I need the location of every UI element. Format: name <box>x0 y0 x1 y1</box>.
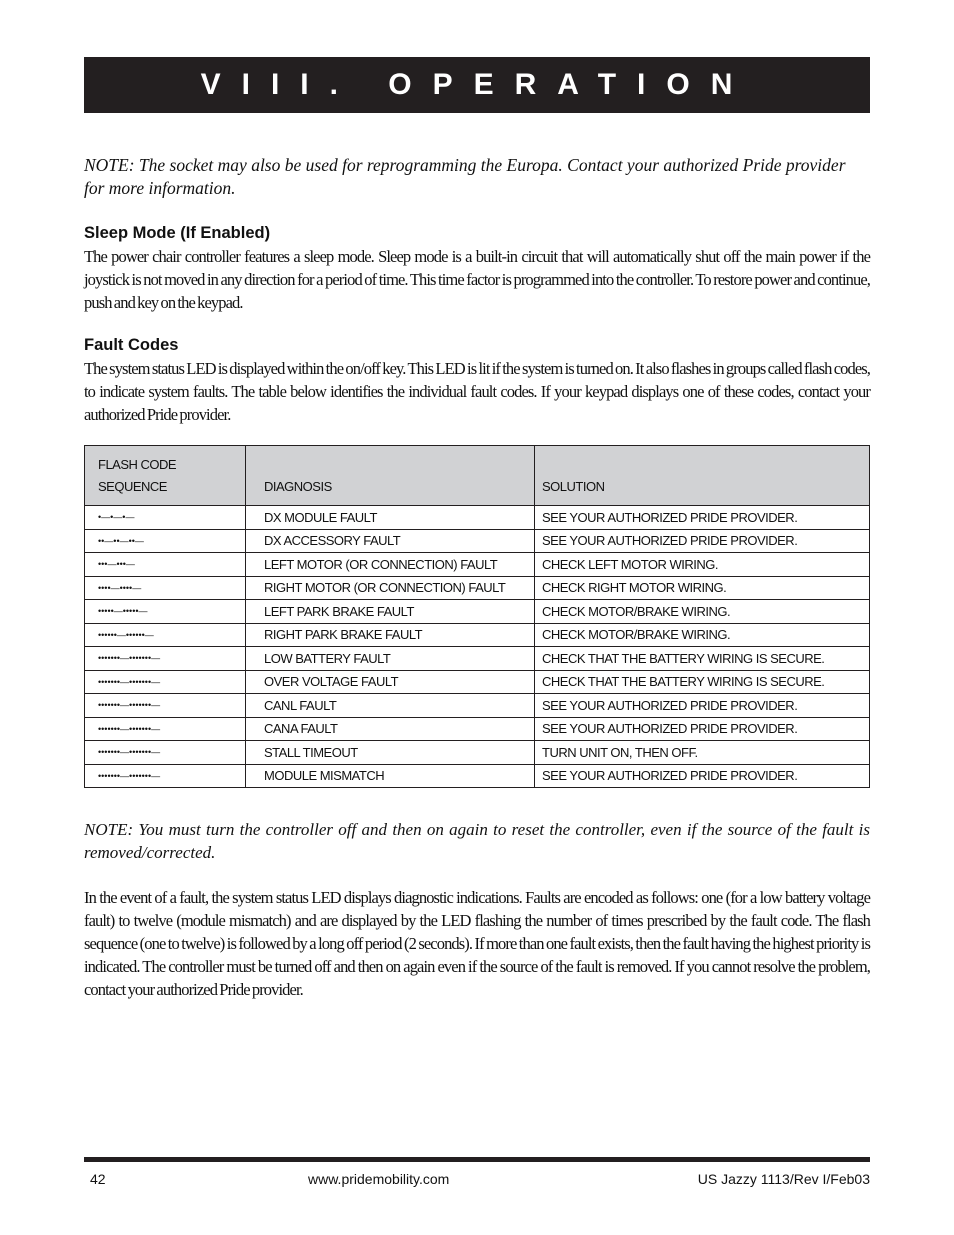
table-row <box>85 623 870 647</box>
note-reset-controller: NOTE: You must turn the controller off and then on again to reset the controller, even if the source of the fault is removed/corrected. <box>84 820 870 862</box>
header-sequence: SEQUENCE <box>98 479 167 494</box>
table-row <box>85 764 870 788</box>
section-title-banner <box>84 57 870 113</box>
flash-code-sequence: ••••—••••— <box>85 576 246 600</box>
flash-code-sequence: ••••••—••••••— <box>85 623 246 647</box>
diagnosis-cell: OVER VOLTAGE FAULT <box>246 670 535 694</box>
footer-doc-id: US Jazzy 1113/Rev I/Feb03 <box>697 1171 870 1187</box>
header-flash-code: FLASH CODE <box>98 457 177 472</box>
table-row <box>85 576 870 600</box>
solution-cell: CHECK RIGHT MOTOR WIRING. <box>535 576 870 600</box>
flash-code-sequence: •••••••—•••••••— <box>85 647 246 671</box>
table-row <box>85 553 870 577</box>
fault-code-table <box>84 445 870 788</box>
sleep-mode-heading: Sleep Mode (If Enabled) <box>84 224 271 242</box>
diagnosis-cell: LOW BATTERY FAULT <box>246 647 535 671</box>
flash-code-sequence: •••••••—•••••••— <box>85 764 246 788</box>
solution-cell: SEE YOUR AUTHORIZED PRIDE PROVIDER. <box>535 694 870 718</box>
diagnosis-cell: DX MODULE FAULT <box>246 506 535 530</box>
solution-cell: CHECK THAT THE BATTERY WIRING IS SECURE. <box>535 670 870 694</box>
sleep-mode-body: The power chair controller features a sleep mode. Sleep mode is a built-in circuit that will automatically shut off the main power if the joystick is not moved in any direction for a period of time. This time factor is programmed into the controller. To restore power and continue, push and key on the keypad. <box>84 247 870 312</box>
table-row <box>85 647 870 671</box>
fault-codes-heading: Fault Codes <box>84 336 179 354</box>
table-row <box>85 694 870 718</box>
solution-cell: CHECK MOTOR/BRAKE WIRING. <box>535 600 870 624</box>
table-row <box>85 529 870 553</box>
header-solution: SOLUTION <box>535 446 870 506</box>
flash-code-sequence: •••••••—•••••••— <box>85 694 246 718</box>
flash-code-sequence: ••—••—••— <box>85 529 246 553</box>
flash-code-sequence: •••••••—•••••••— <box>85 670 246 694</box>
section-title: VIII. OPERATION <box>200 68 754 101</box>
header-diagnosis: DIAGNOSIS <box>246 446 535 506</box>
fault-codes-body: The system status LED is displayed within the on/off key. This LED is lit if the system is turned on. It also flashes in groups called flash codes, to indicate system faults. The table below identifies the individual fault codes. If your keypad displays one of these codes, contact your authorized Pride provider. <box>84 359 870 424</box>
diagnosis-cell: MODULE MISMATCH <box>246 764 535 788</box>
table-row <box>85 717 870 741</box>
diagnosis-cell: CANA FAULT <box>246 717 535 741</box>
solution-cell: SEE YOUR AUTHORIZED PRIDE PROVIDER. <box>535 717 870 741</box>
solution-cell: SEE YOUR AUTHORIZED PRIDE PROVIDER. <box>535 529 870 553</box>
flash-code-sequence: •••••—•••••— <box>85 600 246 624</box>
flash-code-sequence: •—•—•— <box>85 506 246 530</box>
table-header-row <box>85 446 870 506</box>
diagnosis-cell: LEFT PARK BRAKE FAULT <box>246 600 535 624</box>
solution-cell: CHECK MOTOR/BRAKE WIRING. <box>535 623 870 647</box>
table-row <box>85 600 870 624</box>
table-row <box>85 506 870 530</box>
header-flash-code-sequence <box>85 446 246 506</box>
fault-explanation-paragraph: In the event of a fault, the system status LED displays diagnostic indications. Faults are encoded as follows: one (for a low battery voltage fault) to twelve (module mismatch) and are displayed by the LED flashing the number of times prescribed by the fault code. The flash sequence (one to twelve) is followed by a long off period (2 seconds). If more than one fault exists, then the fault having the highest priority is indicated. The controller must be turned off and then on again even if the source of the fault is removed. If you cannot resolve the problem, contact your authorized Pride provider. <box>84 888 870 999</box>
diagnosis-cell: LEFT MOTOR (OR CONNECTION) FAULT <box>246 553 535 577</box>
solution-cell: SEE YOUR AUTHORIZED PRIDE PROVIDER. <box>535 506 870 530</box>
footer-website: www.pridemobility.com <box>308 1171 450 1187</box>
solution-cell: SEE YOUR AUTHORIZED PRIDE PROVIDER. <box>535 764 870 788</box>
diagnosis-cell: RIGHT PARK BRAKE FAULT <box>246 623 535 647</box>
footer-rule <box>84 1157 870 1162</box>
flash-code-sequence: •••—•••— <box>85 553 246 577</box>
solution-cell: CHECK THAT THE BATTERY WIRING IS SECURE. <box>535 647 870 671</box>
table-row <box>85 741 870 765</box>
flash-code-sequence: •••••••—•••••••— <box>85 717 246 741</box>
note-socket: NOTE: The socket may also be used for reprogramming the Europa. Contact your authorized Pride provider for more information. <box>84 155 846 198</box>
solution-cell: CHECK LEFT MOTOR WIRING. <box>535 553 870 577</box>
diagnosis-cell: STALL TIMEOUT <box>246 741 535 765</box>
diagnosis-cell: RIGHT MOTOR (OR CONNECTION) FAULT <box>246 576 535 600</box>
diagnosis-cell: CANL FAULT <box>246 694 535 718</box>
diagnosis-cell: DX ACCESSORY FAULT <box>246 529 535 553</box>
table-row <box>85 670 870 694</box>
solution-cell: TURN UNIT ON, THEN OFF. <box>535 741 870 765</box>
page-number: 42 <box>90 1171 106 1187</box>
flash-code-sequence: •••••••—•••••••— <box>85 741 246 765</box>
